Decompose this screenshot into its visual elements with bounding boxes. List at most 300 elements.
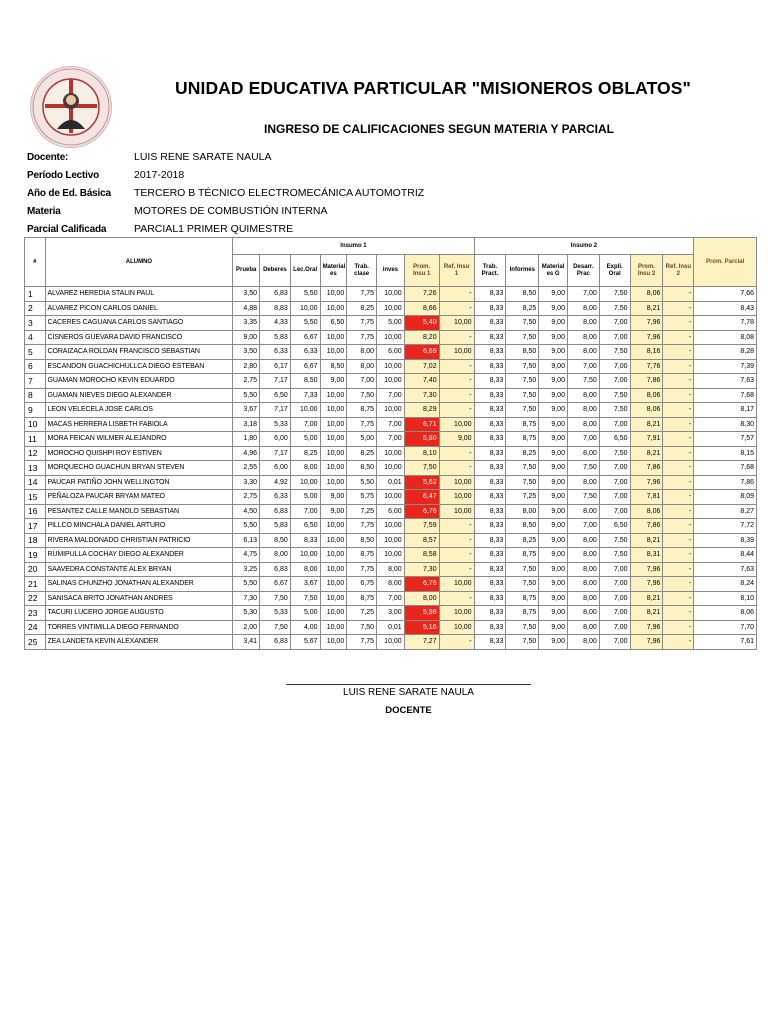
grade-cell: 7,75 [347, 519, 377, 534]
grade-cell: 8,33 [474, 345, 506, 360]
grade-cell: 3,67 [290, 577, 320, 592]
grade-cell: 8,33 [474, 606, 506, 621]
grade-cell: 7,50 [506, 388, 539, 403]
insumo2-average: 7,96 [630, 475, 663, 490]
grade-cell: 8,25 [506, 301, 539, 316]
grade-cell: 9,00 [539, 301, 568, 316]
grade-cell: 8,50 [290, 374, 320, 389]
insumo1-refuerzo: 10,00 [439, 417, 474, 432]
row-number: 15 [25, 490, 46, 505]
partial-average: 7,78 [694, 316, 757, 331]
grade-cell: 7,00 [599, 606, 630, 621]
insumo2-refuerzo: - [663, 577, 694, 592]
student-name: ESCANDON GUACHICHULLCA DIEGO ESTEBAN [45, 359, 233, 374]
grade-cell: 6,13 [233, 533, 260, 548]
partial-average: 7,70 [694, 620, 757, 635]
partial-average: 7,68 [694, 461, 757, 476]
insumo2-average: 7,96 [630, 635, 663, 650]
grade-cell: 7,17 [260, 446, 291, 461]
grade-cell: 6,00 [377, 345, 405, 360]
grade-cell: 7,50 [599, 287, 630, 302]
grade-cell: 2,00 [233, 620, 260, 635]
grade-cell: 7,75 [347, 287, 377, 302]
grade-cell: 9,00 [539, 635, 568, 650]
grade-cell: 9,00 [233, 330, 260, 345]
grade-cell: 8,33 [474, 301, 506, 316]
grade-cell: 7,00 [599, 316, 630, 331]
grade-cell: 3,00 [377, 606, 405, 621]
grade-cell: 8,00 [567, 403, 599, 418]
row-number: 19 [25, 548, 46, 563]
grade-cell: 8,33 [474, 533, 506, 548]
insumo1-average: 8,57 [404, 533, 439, 548]
grade-cell: 0,01 [377, 475, 405, 490]
insumo2-refuerzo: - [663, 533, 694, 548]
insumo1-refuerzo: - [439, 359, 474, 374]
grade-cell: 10,00 [320, 417, 347, 432]
insumo2-refuerzo: - [663, 620, 694, 635]
grade-cell: 9,00 [539, 316, 568, 331]
grade-cell: 10,00 [290, 301, 320, 316]
grade-cell: 6,83 [260, 287, 291, 302]
partial-average: 7,63 [694, 374, 757, 389]
insumo2-refuerzo: - [663, 548, 694, 563]
grade-cell: 7,00 [599, 461, 630, 476]
grade-cell: 7,00 [290, 417, 320, 432]
grade-cell: 10,00 [377, 374, 405, 389]
insumo2-average: 7,76 [630, 359, 663, 374]
grade-cell: 7,50 [599, 301, 630, 316]
grade-cell: 7,00 [599, 577, 630, 592]
group-header-insumo1: Insumo 1 [233, 238, 474, 255]
insumo2-average: 7,96 [630, 577, 663, 592]
grade-cell: 8,75 [506, 417, 539, 432]
insumo2-refuerzo: - [663, 461, 694, 476]
table-row [25, 287, 757, 302]
partial-average: 7,66 [694, 287, 757, 302]
insumo1-refuerzo: - [439, 461, 474, 476]
grade-cell: 8,00 [290, 562, 320, 577]
grade-cell: 7,75 [347, 316, 377, 331]
grade-cell: 7,50 [506, 635, 539, 650]
col-header-insumo2-6: Ref. Insu 2 [663, 255, 694, 287]
grade-cell: 6,50 [320, 316, 347, 331]
insumo1-refuerzo: - [439, 330, 474, 345]
row-number: 24 [25, 620, 46, 635]
grade-cell: 10,00 [320, 606, 347, 621]
grade-cell: 10,00 [320, 388, 347, 403]
grade-cell: 7,50 [347, 620, 377, 635]
insumo2-refuerzo: - [663, 606, 694, 621]
grade-cell: 6,50 [290, 519, 320, 534]
grade-cell: 7,75 [347, 562, 377, 577]
grade-cell: 3,41 [233, 635, 260, 650]
insumo2-average: 7,96 [630, 330, 663, 345]
insumo1-average: 6,76 [404, 504, 439, 519]
info-label: Período Lectivo [27, 169, 100, 181]
partial-average: 8,24 [694, 577, 757, 592]
grade-cell: 8,25 [506, 446, 539, 461]
insumo1-refuerzo: - [439, 374, 474, 389]
grade-cell: 8,00 [290, 461, 320, 476]
signature-name: LUIS RENE SARATE NAULA [343, 687, 474, 698]
insumo1-refuerzo: - [439, 287, 474, 302]
insumo1-average: 6,76 [404, 577, 439, 592]
grade-cell: 9,00 [320, 490, 347, 505]
grade-cell: 9,00 [539, 591, 568, 606]
insumo1-refuerzo: 10,00 [439, 490, 474, 505]
grade-cell: 8,75 [506, 548, 539, 563]
grade-cell: 5,50 [233, 519, 260, 534]
insumo2-refuerzo: - [663, 432, 694, 447]
table-row [25, 432, 757, 447]
student-name: MORA FEICAN WILMER ALEJANDRO [45, 432, 233, 447]
insumo1-average: 6,71 [404, 417, 439, 432]
student-name: SANISACA BRITO JONATHAN ANDRES [45, 591, 233, 606]
row-number: 21 [25, 577, 46, 592]
row-number: 20 [25, 562, 46, 577]
grade-cell: 7,30 [233, 591, 260, 606]
row-number: 23 [25, 606, 46, 621]
grade-cell: 10,00 [377, 533, 405, 548]
table-row [25, 620, 757, 635]
partial-average: 8,17 [694, 403, 757, 418]
partial-average: 8,08 [694, 330, 757, 345]
table-row [25, 403, 757, 418]
grade-cell: 8,33 [474, 432, 506, 447]
grade-cell: 8,33 [474, 446, 506, 461]
grade-cell: 7,50 [567, 461, 599, 476]
insumo2-average: 7,81 [630, 490, 663, 505]
partial-average: 7,39 [694, 359, 757, 374]
grade-cell: 5,83 [260, 330, 291, 345]
insumo1-average: 8,58 [404, 548, 439, 563]
insumo2-refuerzo: - [663, 475, 694, 490]
insumo2-refuerzo: - [663, 287, 694, 302]
insumo1-refuerzo: 10,00 [439, 316, 474, 331]
grade-cell: 10,00 [377, 490, 405, 505]
grade-cell: 8,33 [474, 417, 506, 432]
grade-cell: 10,00 [290, 403, 320, 418]
grade-cell: 7,00 [567, 359, 599, 374]
grade-cell: 8,00 [377, 562, 405, 577]
student-name: GUAMAN MOROCHO KEVIN EDUARDO [45, 374, 233, 389]
insumo1-average: 5,16 [404, 620, 439, 635]
grade-cell: 0,01 [377, 620, 405, 635]
grade-cell: 8,75 [506, 591, 539, 606]
grade-cell: 8,50 [506, 519, 539, 534]
insumo2-refuerzo: - [663, 562, 694, 577]
grade-cell: 8,33 [474, 577, 506, 592]
grade-cell: 7,75 [347, 330, 377, 345]
student-name: ALVAREZ HEREDIA STALIN PAUL [45, 287, 233, 302]
insumo2-average: 7,96 [630, 562, 663, 577]
insumo2-refuerzo: - [663, 330, 694, 345]
student-name: SAAVEDRA CONSTANTE ALEX BRYAN [45, 562, 233, 577]
grade-cell: 7,00 [599, 374, 630, 389]
partial-average: 8,09 [694, 490, 757, 505]
row-number: 7 [25, 374, 46, 389]
col-header-insumo2-0: Trab. Pract. [474, 255, 506, 287]
row-number: 16 [25, 504, 46, 519]
grade-cell: 7,50 [567, 374, 599, 389]
grade-cell: 10,00 [320, 475, 347, 490]
grade-cell: 4,50 [233, 504, 260, 519]
student-name: RUMIPULLA COCHAY DIEGO ALEXANDER [45, 548, 233, 563]
grade-cell: 2,75 [233, 374, 260, 389]
table-row [25, 374, 757, 389]
grade-cell: 8,33 [474, 359, 506, 374]
col-header-insumo1-6: Prom. Insu 1 [404, 255, 439, 287]
insumo2-average: 7,86 [630, 461, 663, 476]
row-number: 22 [25, 591, 46, 606]
grade-cell: 5,00 [377, 316, 405, 331]
info-value: PARCIAL1 PRIMER QUIMESTRE [134, 223, 294, 235]
grade-cell: 6,17 [260, 359, 291, 374]
grade-cell: 6,50 [599, 519, 630, 534]
grade-cell: 9,00 [539, 345, 568, 360]
grade-cell: 9,00 [539, 519, 568, 534]
grade-cell: 9,00 [539, 388, 568, 403]
insumo1-refuerzo: - [439, 635, 474, 650]
grade-cell: 5,00 [290, 606, 320, 621]
grade-cell: 7,25 [506, 490, 539, 505]
insumo1-average: 8,20 [404, 330, 439, 345]
grade-cell: 10,00 [320, 577, 347, 592]
insumo2-refuerzo: - [663, 388, 694, 403]
grade-cell: 6,50 [599, 432, 630, 447]
student-name: CISNEROS GUEVARA DAVID FRANCISCO [45, 330, 233, 345]
grade-cell: 6,33 [260, 345, 291, 360]
partial-average: 8,44 [694, 548, 757, 563]
grade-cell: 7,33 [290, 388, 320, 403]
insumo2-refuerzo: - [663, 403, 694, 418]
grade-cell: 3,35 [233, 316, 260, 331]
grade-cell: 10,00 [320, 287, 347, 302]
insumo1-average: 7,59 [404, 519, 439, 534]
partial-average: 7,63 [694, 562, 757, 577]
student-name: GUAMAN NIEVES DIEGO ALEXANDER [45, 388, 233, 403]
grade-cell: 7,50 [506, 403, 539, 418]
grade-cell: 4,92 [260, 475, 291, 490]
grade-cell: 10,00 [320, 533, 347, 548]
grade-cell: 5,33 [260, 606, 291, 621]
row-number: 4 [25, 330, 46, 345]
grade-cell: 7,00 [377, 417, 405, 432]
grade-cell: 8,00 [567, 475, 599, 490]
grade-cell: 6,00 [260, 461, 291, 476]
grade-cell: 8,33 [474, 461, 506, 476]
grade-cell: 8,75 [506, 606, 539, 621]
grade-cell: 6,67 [290, 330, 320, 345]
insumo2-refuerzo: - [663, 490, 694, 505]
grade-cell: 10,00 [320, 461, 347, 476]
grade-cell: 9,00 [539, 606, 568, 621]
insumo2-refuerzo: - [663, 591, 694, 606]
grade-cell: 8,50 [506, 287, 539, 302]
grade-cell: 10,00 [377, 635, 405, 650]
row-number: 11 [25, 432, 46, 447]
grade-cell: 7,50 [506, 316, 539, 331]
grade-cell: 8,33 [474, 620, 506, 635]
grade-cell: 10,00 [377, 359, 405, 374]
grade-cell: 8,00 [567, 446, 599, 461]
col-header-final: Prom. Parcial [694, 238, 757, 287]
insumo2-average: 8,21 [630, 446, 663, 461]
insumo1-refuerzo: 10,00 [439, 475, 474, 490]
grade-cell: 4,33 [260, 316, 291, 331]
grade-cell: 5,00 [347, 432, 377, 447]
student-name: TACURI LUCERO JORGE AUGUSTO [45, 606, 233, 621]
grade-cell: 10,00 [377, 461, 405, 476]
grade-cell: 5,67 [290, 635, 320, 650]
insumo1-refuerzo: 10,00 [439, 504, 474, 519]
signature-line [286, 684, 531, 685]
insumo1-average: 5,98 [404, 606, 439, 621]
insumo2-average: 7,86 [630, 374, 663, 389]
grade-cell: 10,00 [320, 403, 347, 418]
grade-cell: 7,50 [599, 533, 630, 548]
table-row [25, 504, 757, 519]
grade-cell: 5,33 [260, 417, 291, 432]
grade-cell: 10,00 [320, 635, 347, 650]
grade-cell: 9,00 [539, 504, 568, 519]
grade-cell: 7,50 [599, 446, 630, 461]
insumo2-average: 7,91 [630, 432, 663, 447]
grade-cell: 9,00 [539, 359, 568, 374]
grade-cell: 3,50 [233, 287, 260, 302]
grade-cell: 8,00 [506, 504, 539, 519]
partial-average: 7,61 [694, 635, 757, 650]
info-block [27, 148, 424, 238]
grade-cell: 7,00 [567, 287, 599, 302]
partial-average: 7,72 [694, 519, 757, 534]
col-header-insumo2-3: Desarr. Prac [567, 255, 599, 287]
grade-cell: 8,00 [567, 606, 599, 621]
grade-cell: 8,00 [567, 301, 599, 316]
col-header-insumo2-4: Expli. Oral [599, 255, 630, 287]
grade-cell: 8,33 [474, 548, 506, 563]
grade-cell: 6,67 [260, 577, 291, 592]
grade-cell: 5,00 [290, 490, 320, 505]
grade-cell: 4,75 [233, 548, 260, 563]
insumo1-refuerzo: - [439, 562, 474, 577]
student-name: ALVAREZ PICON CARLOS DANIEL [45, 301, 233, 316]
insumo2-refuerzo: - [663, 504, 694, 519]
grade-cell: 6,00 [260, 432, 291, 447]
grade-cell: 8,00 [347, 359, 377, 374]
grade-cell: 10,00 [320, 330, 347, 345]
partial-average: 8,28 [694, 345, 757, 360]
info-label: Docente: [27, 151, 69, 163]
grade-cell: 8,00 [377, 577, 405, 592]
insumo1-average: 5,62 [404, 475, 439, 490]
insumo1-average: 7,30 [404, 388, 439, 403]
student-name: PILLCO MINCHALA DANIEL ARTURO [45, 519, 233, 534]
grade-cell: 8,83 [260, 301, 291, 316]
insumo1-refuerzo: 10,00 [439, 606, 474, 621]
grade-cell: 8,50 [347, 533, 377, 548]
insumo1-refuerzo: 10,00 [439, 620, 474, 635]
grade-cell: 10,00 [377, 519, 405, 534]
page-subtitle: INGRESO DE CALIFICACIONES SEGUN MATERIA Y PARCIAL [263, 122, 615, 136]
grade-cell: 9,00 [539, 330, 568, 345]
grade-cell: 8,33 [474, 475, 506, 490]
student-name: SALINAS CHUNZHO JONATHAN ALEXANDER [45, 577, 233, 592]
grade-cell: 10,00 [320, 446, 347, 461]
grade-cell: 8,33 [474, 287, 506, 302]
insumo1-average: 5,40 [404, 316, 439, 331]
grade-cell: 4,00 [290, 620, 320, 635]
insumo1-average: 7,30 [404, 562, 439, 577]
insumo2-average: 8,21 [630, 417, 663, 432]
table-row [25, 635, 757, 650]
grade-cell: 5,50 [290, 316, 320, 331]
grade-cell: 6,83 [260, 562, 291, 577]
grade-cell: 6,00 [377, 504, 405, 519]
grade-cell: 8,00 [347, 345, 377, 360]
insumo1-average: 7,26 [404, 287, 439, 302]
row-number: 13 [25, 461, 46, 476]
grade-cell: 10,00 [320, 432, 347, 447]
grade-cell: 7,00 [567, 432, 599, 447]
grade-cell: 7,00 [347, 374, 377, 389]
grade-cell: 2,55 [233, 461, 260, 476]
grade-cell: 8,00 [567, 635, 599, 650]
insumo2-average: 8,21 [630, 533, 663, 548]
grade-cell: 6,75 [347, 577, 377, 592]
table-row [25, 330, 757, 345]
insumo1-average: 8,10 [404, 446, 439, 461]
partial-average: 7,68 [694, 388, 757, 403]
grade-cell: 10,00 [320, 591, 347, 606]
row-number: 3 [25, 316, 46, 331]
insumo2-average: 7,86 [630, 519, 663, 534]
table-row [25, 388, 757, 403]
grade-cell: 7,17 [260, 403, 291, 418]
grade-cell: 9,00 [320, 374, 347, 389]
grade-cell: 7,50 [260, 591, 291, 606]
grade-cell: 8,33 [474, 519, 506, 534]
grade-cell: 8,00 [567, 620, 599, 635]
grade-cell: 7,00 [290, 504, 320, 519]
grade-cell: 7,50 [290, 591, 320, 606]
grade-cell: 7,00 [599, 562, 630, 577]
insumo1-average: 7,27 [404, 635, 439, 650]
grade-cell: 10,00 [320, 345, 347, 360]
grade-cell: 5,00 [290, 432, 320, 447]
grade-cell: 8,75 [347, 548, 377, 563]
grade-cell: 9,00 [539, 417, 568, 432]
grade-cell: 3,50 [233, 345, 260, 360]
grade-cell: 9,00 [539, 287, 568, 302]
grade-cell: 8,75 [506, 432, 539, 447]
insumo2-average: 8,21 [630, 591, 663, 606]
table-row [25, 519, 757, 534]
info-row-anio [27, 184, 424, 202]
student-name: MOROCHO QUISHPI ROY ESTIVEN [45, 446, 233, 461]
grade-cell: 5,83 [260, 519, 291, 534]
grade-cell: 4,96 [233, 446, 260, 461]
insumo2-refuerzo: - [663, 301, 694, 316]
grade-cell: 8,33 [474, 388, 506, 403]
insumo1-refuerzo: 10,00 [439, 345, 474, 360]
student-name: PESANTEZ CALLE MANOLO SEBASTIAN [45, 504, 233, 519]
grade-cell: 10,00 [290, 548, 320, 563]
grade-cell: 8,75 [347, 403, 377, 418]
grade-cell: 7,00 [567, 519, 599, 534]
grade-cell: 3,18 [233, 417, 260, 432]
